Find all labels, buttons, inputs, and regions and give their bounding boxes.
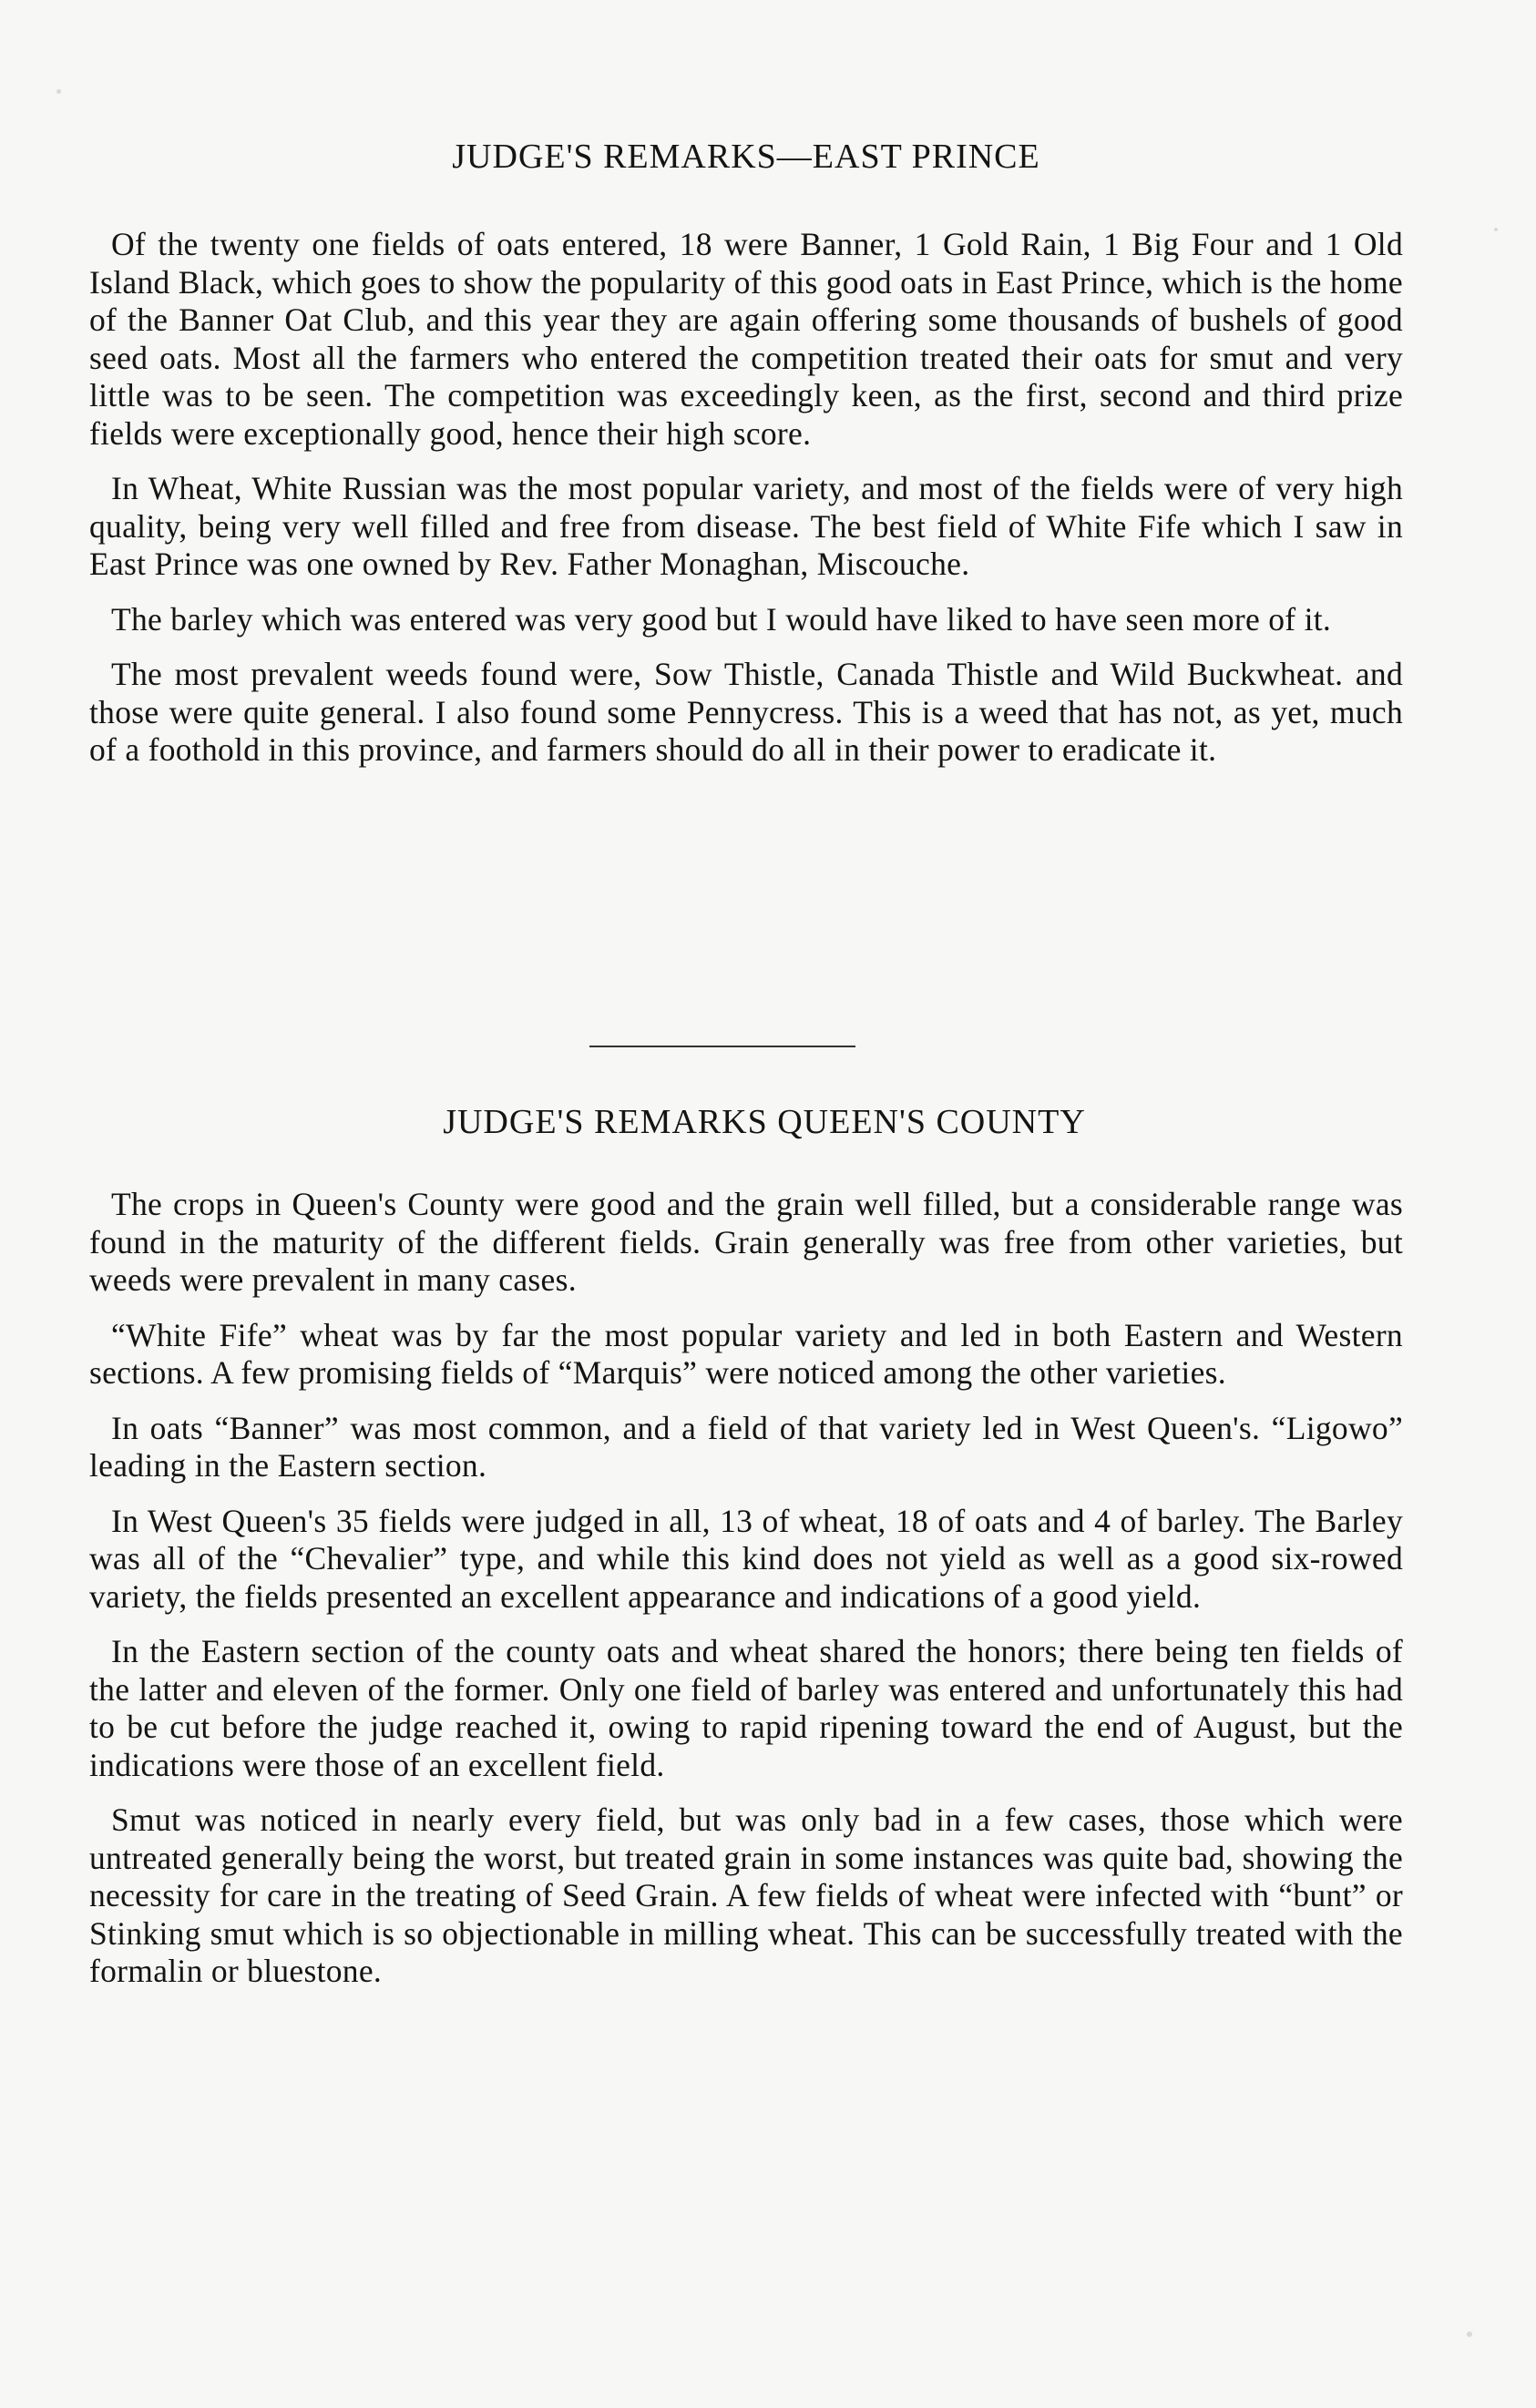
paper-speck: [56, 89, 61, 94]
east-prince-paragraph-3: The barley which was entered was very good but I would have liked to have seen more of it.: [111, 600, 1332, 638]
east-prince-paragraph-1: Of the twenty one fields of oats entered, 18 were Banner, 1 Gold Rain, 1 Big Four and 1 Old Island Black, which goes to show the popularity of this good oats in East Prince, which is the home of the Banner Oat Club, and this year they are again offering some thousands of bushels of good seed oats. Most all the farmers who entered the competition treated their oats for smut and very little was to be seen. The competition was exceedingly keen, as the first, second and third prize fields were exceptionally good, hence their high score.: [89, 226, 1403, 452]
queens-county-paragraph-6: Smut was noticed in nearly every field, but was only bad in a few cases, those which were untreated generally being the worst, but treated grain in some instances was quite bad, showing the necessity for care in the treating of Seed Grain. A few fields of wheat were infected with “bunt” or Stinking smut which is so objectionable in milling wheat. This can be successfully treated with the formalin or bluestone.: [89, 1801, 1403, 1989]
queens-county-heading: JUDGE'S REMARKS QUEEN'S COUNTY: [443, 1103, 1086, 1141]
queens-county-paragraph-4: In West Queen's 35 fields were judged in all, 13 of wheat, 18 of oats and 4 of barley. The Barley was all of the “Chevalier” type, and while this kind does not yield as well as a good six-rowed variety, the fields presented an excellent appearance and indications of a good yield.: [89, 1502, 1403, 1615]
paper-speck: [1467, 2331, 1472, 2337]
queens-county-section: [89, 1102, 1403, 2008]
queens-county-paragraph-1: The crops in Queen's County were good and the grain well filled, but a considerable range was found in the maturity of the different fields. Grain generally was free from other varieties, but weeds were prevalent in many cases.: [89, 1186, 1403, 1298]
east-prince-paragraph-4: The most prevalent weeds found were, Sow Thistle, Canada Thistle and Wild Buckwheat. and those were quite general. I also found some Pennycress. This is a weed that has not, as yet, much of a foothold in this province, and farmers should do all in their power to eradicate it.: [89, 656, 1403, 768]
queens-county-paragraph-2: “White Fife” wheat was by far the most popular variety and led in both Eastern and Western sections. A few promising fields of “Marquis” were noticed among the other varieties.: [89, 1316, 1403, 1391]
section-divider: [589, 1046, 855, 1047]
paper-speck: [1494, 228, 1498, 231]
queens-county-paragraph-3: In oats “Banner” was most common, and a field of that variety led in West Queen's. “Ligowo” leading in the Eastern section.: [89, 1409, 1403, 1484]
queens-county-paragraph-5: In the Eastern section of the county oats and wheat shared the honors; there being ten fields of the latter and eleven of the former. Only one field of barley was entered and unfortunately this had to be cut before the judge reached it, owing to rapid ripening toward the end of August, but the indications were those of an excellent field.: [89, 1633, 1403, 1783]
east-prince-paragraph-2: In Wheat, White Russian was the most popular variety, and most of the fields were of very high quality, being very well filled and free from disease. The best field of White Fife which I saw in East Prince was one owned by Rev. Father Monaghan, Miscouche.: [89, 470, 1403, 582]
east-prince-heading: JUDGE'S REMARKS—EAST PRINCE: [452, 138, 1040, 176]
east-prince-section: [89, 137, 1403, 787]
